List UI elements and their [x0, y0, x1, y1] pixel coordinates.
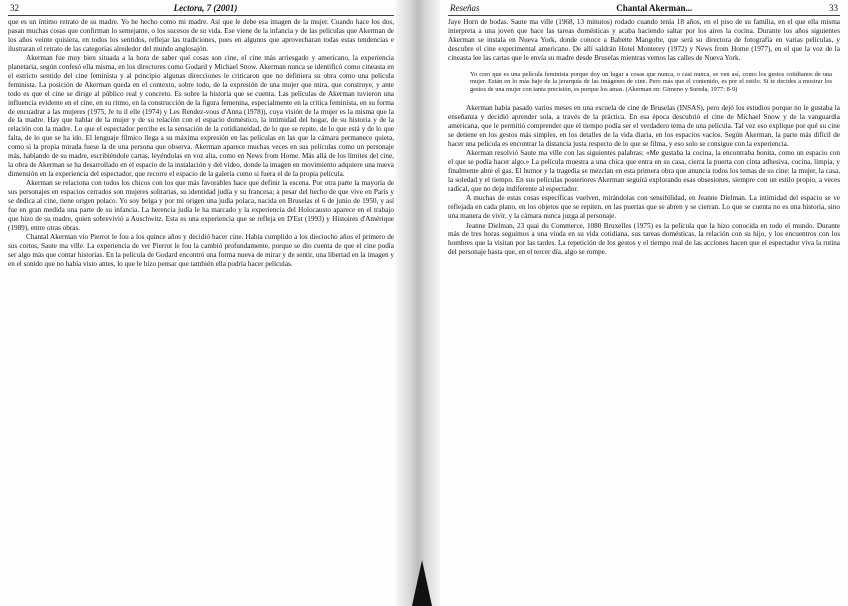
paragraph: Akerman resolvió Saute ma ville con las siguientes palabras: «Me gustaba la cocina, la encontraba bonita, como un espacio con el que se podía hacer algo.» La película muestra a una chica que entra en su casa, cierra la puerta con cinta adhesiva, cocina, limpia, y finalmente abre el gas. El humor y la tragedia se mezclan en esta primera obra que anuncia todos los temas de su cine: la mujer, la casa, la soledad y el tiempo. En sus películas posteriores Akerman seguirá explorando esas obsesiones, siempre con un estilo propio, a veces radical, que no deja indiferente al espectador.	[448, 149, 840, 193]
left-page-body	[8, 16, 394, 269]
left-page	[8, 0, 394, 606]
paragraph: que es un íntimo retrato de su madre. Yo he hecho como mi madre. Así que le debe esa imagen de la mujer. Cuando hace los dos, pasan muchas cosas que confirman lo semejante, o los sucesos de su vida. Ese viene de la infancia y de las películas que Akerman de los años veinte quisiera, en todos los sentidos, reflejar las tradiciones, pues en algunos que aprovecharan todas estas tendencias e ilustraran el retrato de las categorías alrededor del mundo anglosajón.	[8, 18, 394, 53]
running-title: Chantal Akerman...	[616, 3, 693, 13]
paragraph: A muchas de estas cosas específicas vuelven, mirándolas con sensibilidad, en Jeanne Dielman. La intimidad del espacio se ve reflejada en cada plano, en los objetos que se repiten, en las puertas que se abren y se cierran. Lo que se cuenta no es una historia, sino una manera de vivir, y la cámara nunca juzga al personaje.	[448, 194, 840, 221]
gutter-shadow	[412, 560, 432, 606]
right-running-head	[448, 0, 840, 16]
section-label: Reseñas	[450, 3, 480, 13]
paragraph: Akerman se relaciona con todos los chicos con los que más favorables hace que definir la escena. Por otra parte la mayoría de sus personajes en espacios cerrados son mujeres solitarias, su identidad judía y su francesa; a pesar del hecho de que vive en París y se dedica al cine, tiene origen polaco. Yo soy belga y por mi origen una judía polaca, nacida en Bruselas el 6 de junio de 1950, y así fue en gran medida una parte de su infancia. La herencia judía le ha marcado y la experiencia del Holocausto aparece en el trabajo que hizo de su madre, quien sobrevivió a Auschwitz. Esta es una experiencia que se refleja en D'Est (1993) y Histoires d'Amérique (1989), entre otras obras.	[8, 179, 394, 232]
right-page-body	[448, 16, 840, 257]
right-page-number: 33	[828, 3, 838, 13]
journal-title: Lectora, 7 (2001)	[173, 3, 238, 13]
left-page-number: 32	[10, 3, 19, 13]
block-quote: Yo creo que es una película feminista porque doy un lugar a cosas que nunca, o casi nunca, se ven así, como los gestos cotidianos de una mujer. Están en lo más bajo de la jerarquía de las imágenes de cine. Pero más que el contenido, es por el estilo. Si te decides a mostrar los gestos de una mujer con tanta precisión, es porque los amas. (Akerman en: Gimeno y Sureda, 1977: 8-9)	[470, 70, 832, 94]
paragraph: Jeanne Dielman, 23 quai du Commerce, 1080 Bruxelles (1975) es la película que la hizo conocida en todo el mundo. Durante más de tres horas seguimos a una viuda en su vida cotidiana, sus tareas domésticas, la relación con su hijo, y los encuentros con los hombres que la visitan por las tardes. La repetición de los gestos y el tiempo real de las acciones hacen que el espectador viva la rutina del personaje hasta que, en el tercer día, algo se rompe.	[448, 221, 840, 257]
paragraph: Akerman había pasado varios meses en una escuela de cine de Bruselas (INSAS), pero dejó los estudios porque no le gustaba la enseñanza y decidió aprender sola, a través de la práctica. En esa época descubrió el cine de Michael Snow y de la vanguardia americana, que le permitió comprender que el tiempo podía ser el verdadero tema de una película. Tal vez eso explique por qué su cine se detiene en los gestos más simples, en los detalles de la vida diaria, en los espacios vacíos. Según Akerman, la parte más difícil de hacer una película es encontrar la distancia justa respecto de lo que se filma, y eso solo se consigue con la experiencia.	[448, 104, 840, 148]
paragraph: Jaye Horn de bodas. Saute ma ville (1968, 13 minutos) rodado cuando tenía 18 años, en el piso de su familia, en el que ella misma interpreta a una joven que hace las tareas domésticas y acaba haciendo saltar por los aires la cocina. Durante los años siguientes Akerman se instala en Nueva York, donde conoce a Babette Mangolte, que será su directora de fotografía en varias películas, y descubre el cine experimental americano. De allí saldrán Hotel Monterey (1972) y News from Home (1977), en el que la voz de la cineasta lee las cartas que le envía su madre desde Bruselas mientras vemos las calles de Nueva York.	[448, 18, 840, 62]
right-page	[448, 0, 840, 606]
left-running-head	[8, 0, 394, 16]
paragraph: Chantal Akerman vio Pierrot le fou a los quince años y decidió hacer cine. Había cumplido a los dieciocho años el primero de sus cortos, Saute ma ville. La experiencia de ver Pierrot le fou la cambió profundamente, porque se dio cuenta de que el cine podía ser algo más que contar historias. En la película de Godard encontró una forma nueva de mirar y de sentir, una libertad en la imagen y en el sonido que no había visto antes, lo que le hizo pensar que también ella podría hacer películas.	[8, 233, 394, 268]
paragraph: Akerman fue muy bien situada a la hora de saber qué cosas son cine, el cine más arriesgado y americano, la experiencia planetaria, según confesó ella misma, en los directores como Godard y Michael Snow. Akerman nunca se identificó como cineasta en el estricto sentido del cine feminista y al principio algunas direcciones le criticaron que no definiera su obra como una película feminista. La posición de Akerman queda en el contexto, sobre todo, de la expresión de una mujer que mira, que construye, y ante todo es que el cine se dirige al público real y concreto. Es sobre la historia que se cuenta. Las películas de Akerman tuvieron una influencia evidente en el cine, en su ritmo, en la construcción de la figura femenina, especialmente en la crítica feminista, en su forma de encuadrar a las mujeres (1975, Je tu il elle (1974) y Les Rendez-vous d'Anna (1978)), cuya visión de la mujer es la misma que la de la madre. Hay que hablar de la mujer y de su relación con el espacio doméstico, la intimidad del hogar, de su historia y de la relación con la madre. Lo que el espectador percibe es la sensación de la cotidianeidad, de lo que se repite, de lo que está y de lo que falta, de lo que se ha ido. El lenguaje fílmico llega a su máxima expresión en las películas en las que la cámara permanece quieta, como si la propia mirada fuese la de una persona que observa. Akerman aparece muchas veces en sus películas como un personaje más, hablando de su madre, escribiéndole cartas, leyéndolas en voz alta, como en News from Home. Más allá de los límites del cine, la obra de Akerman se ha desarrollado en el espacio de la instalación y del vídeo, donde la imagen en movimiento adquiere una nueva dimensión en la experiencia del espectador, que recorre el espacio de la galería como si fuera el de la propia película.	[8, 54, 394, 178]
book-gutter	[396, 0, 440, 606]
